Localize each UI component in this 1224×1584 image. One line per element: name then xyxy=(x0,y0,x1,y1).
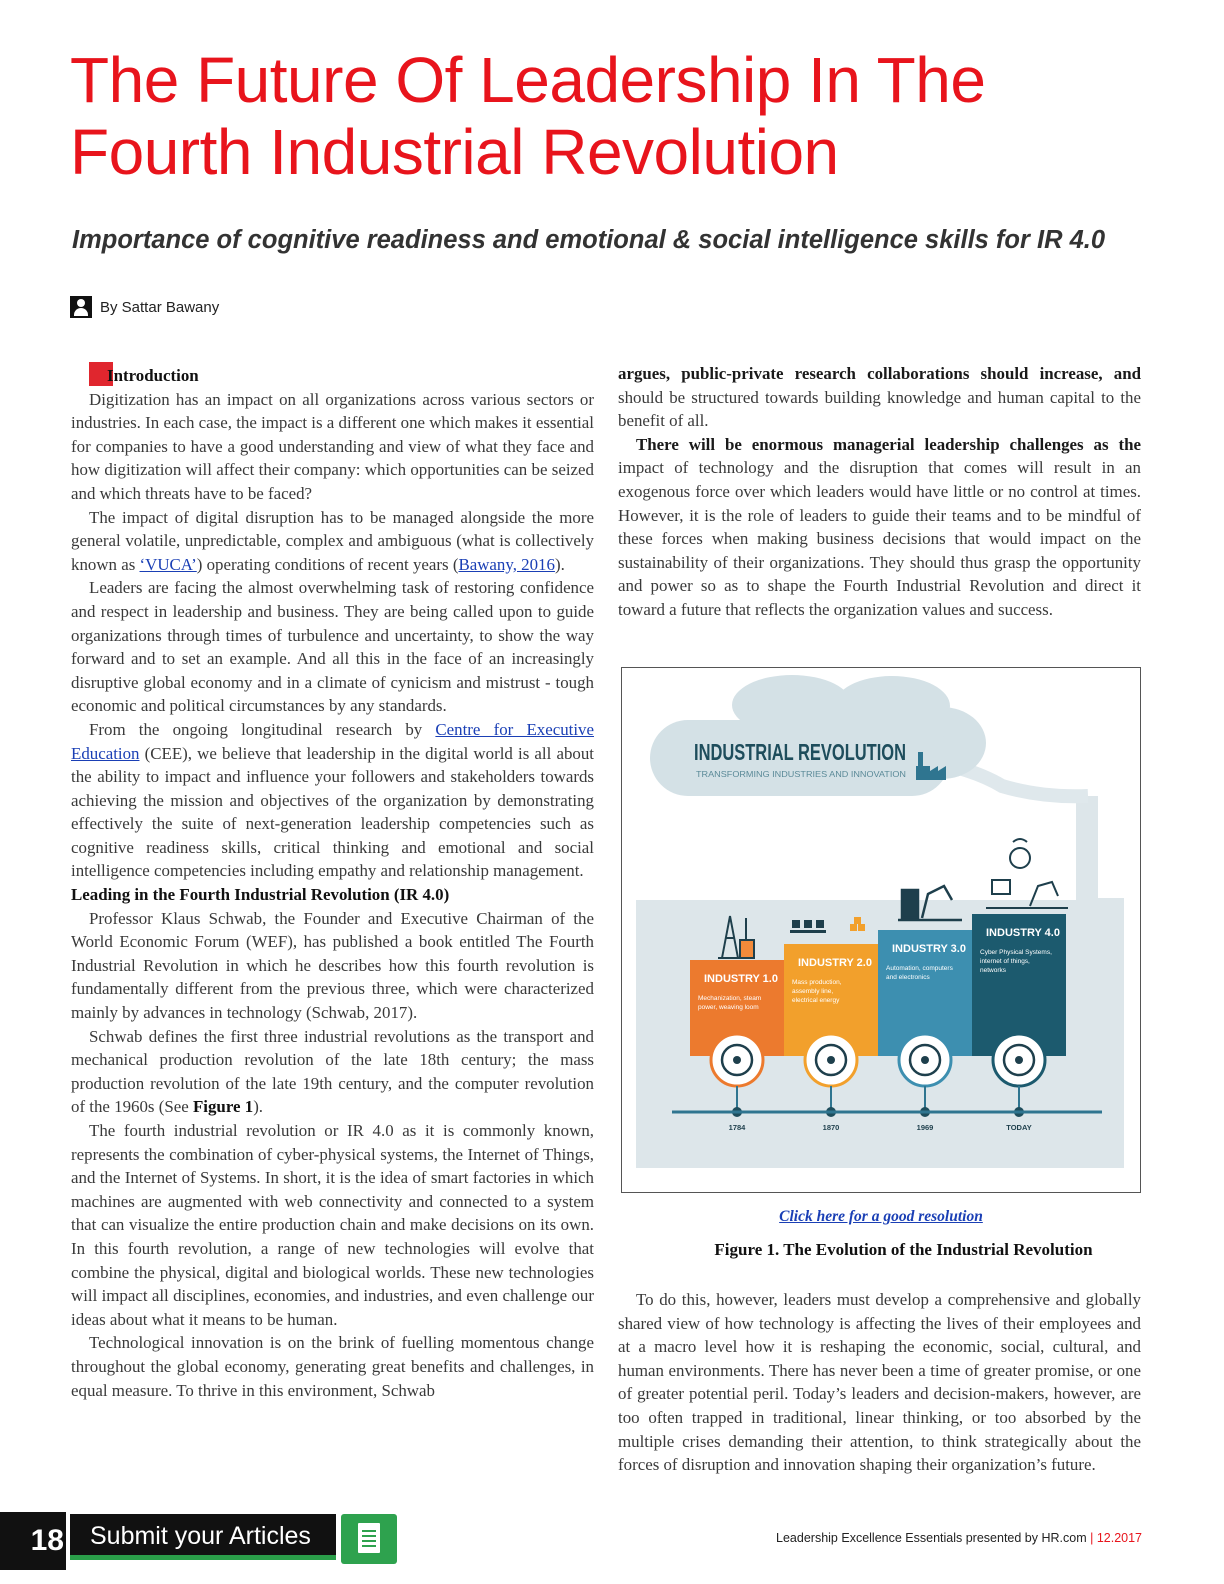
publication-credit: Leadership Excellence Essentials presented by HR.com | 12.2017 xyxy=(776,1531,1142,1545)
paragraph: There will be enormous managerial leadership challenges as the impact of technology and the disruption that comes will result in an exogenous force over which leaders would have little or no control at times. However, it is the role of leaders to guide their teams and to be mindful of these forces when making business decisions that would impact on the sustainability of their organizations. They should thus grasp the opportunity and power so as to shape the Fourth Industrial Revolution and direct it toward a future that reflects the organization values and success. xyxy=(618,434,1141,619)
infographic-title: INDUSTRIAL REVOLUTION xyxy=(694,739,906,765)
stage-label: INDUSTRY 2.0 xyxy=(798,957,872,969)
paragraph: Schwab defines the first three industrial revolutions as the transport and mechanical production revolution of the late 18th century; the mass production revolution of the late 19th century, and the computer revolution of the 1960s (See Figure 1). xyxy=(71,1026,594,1117)
stage-label: INDUSTRY 4.0 xyxy=(986,927,1060,939)
stage-description: electrical energy xyxy=(792,997,840,1004)
vuca-link[interactable]: ‘VUCA’ xyxy=(139,554,197,574)
good-resolution-link[interactable]: Click here for a good resolution xyxy=(779,1208,983,1225)
paragraph: Digitization has an impact on all organizations across various sectors or industries. In each case, the impact is a different one which makes it essential for companies to have a good understanding and view of what they face and how digitization will affect their company: which opportunities can be seized and which threats have to be faced? xyxy=(71,389,594,503)
byline xyxy=(70,294,219,320)
bawany-citation-link[interactable]: Bawany, 2016 xyxy=(458,554,555,574)
stage-description: internet of things, xyxy=(980,958,1030,965)
stage-description: Mass production, xyxy=(792,979,842,986)
submit-articles-button[interactable]: Submit your Articles xyxy=(70,1514,336,1560)
stage-label: INDUSTRY 3.0 xyxy=(892,943,966,955)
issue-date: 12.2017 xyxy=(1096,1531,1142,1545)
intro-heading: Introduction xyxy=(89,362,594,388)
stage-label: INDUSTRY 1.0 xyxy=(704,973,778,985)
paragraph: Professor Klaus Schwab, the Founder and Executive Chairman of the World Economic Forum (WEF), has published a book entitled The Fourth Industrial Revolution in which he describes how this fourth revolution is fundamentally different from the previous three, which were characterized mainly by advances in technology (Schwab, 2017). xyxy=(71,908,594,1023)
right-column-bottom xyxy=(618,1288,1141,1477)
figure-resolution-link-wrap xyxy=(621,1208,1141,1226)
industrial-revolution-infographic xyxy=(622,668,1140,1192)
paragraph: To do this, however, leaders must develop a comprehensive and globally shared view of how technology is affecting the lives of their employees and at a macro level how it is reshaping the economic, social, cultural, and human environments. There has never been a time of greater promise, or one of greater potential peril. Today’s leaders and decision-makers, however, are too often trapped in traditional, linear thinking, or too absorbed by the multiple crises demanding their attention, to think strategically about the forces of disruption and innovation shaping their organization’s future. xyxy=(618,1290,1141,1475)
stage-year: TODAY xyxy=(1006,1123,1032,1132)
stage-description: power, weaving loom xyxy=(698,1004,759,1011)
stage-description: Mechanization, steam xyxy=(698,995,762,1002)
author-name: By Sattar Bawany xyxy=(100,298,220,316)
article-title: The Future Of Leadership In The Fourth Industrial Revolution xyxy=(70,44,986,188)
figure-1 xyxy=(621,667,1141,1193)
paragraph: Leaders are facing the almost overwhelming task of restoring confidence and respect in leadership and business. They are being called upon to guide organizations through times of turbulence and uncertainty, to show the way forward and to set an example. And all this in the face of an increasingly disruptive global economy and in a climate of cynicism and mistrust - tough economic and political circumstances by any standards. xyxy=(71,578,594,716)
infographic-subtitle: TRANSFORMING INDUSTRIES AND INNOVATION xyxy=(696,769,906,779)
stage-description: networks xyxy=(980,967,1007,974)
stage-description: and electronics xyxy=(886,974,930,981)
paragraph: The impact of digital disruption has to be managed alongside the more general volatile, unpredictable, complex and ambiguous (what is collectively known as ‘VUCA’) operating conditions of recent years (Bawany, 2016). xyxy=(71,507,594,574)
paragraph: Technological innovation is on the brink of fuelling momentous change throughout the global economy, generating great benefits and challenges, in equal measure. To thrive in this environment, Schwab xyxy=(71,1333,594,1400)
stage-year: 1784 xyxy=(728,1123,746,1132)
stage-description: assembly line, xyxy=(792,988,834,995)
paragraph: argues, public-private research collaborations should increase, and should be structured towards building knowledge and human capital to the benefit of all. xyxy=(618,364,1141,431)
author-icon xyxy=(70,296,92,318)
right-column-top xyxy=(618,362,1141,622)
stage-description: Cyber Physical Systems, xyxy=(980,949,1052,956)
cee-link[interactable]: Centre for Executive Education xyxy=(71,719,594,763)
figure-caption: Figure 1. The Evolution of the Industrial Revolution xyxy=(714,1240,1093,1259)
paragraph: The fourth industrial revolution or IR 4.0 as it is commonly known, represents the combination of cyber-physical systems, the Internet of Things, and the Internet of Systems. In short, it is the idea of smart factories in which machines are augmented with web connectivity and connected to a system that can visualize the entire production chain and make decisions on its own. In this fourth revolution, a range of new technologies will evolve that combine the physical, digital and biological worlds. These new technologies will impact all disciplines, economies, and industries, and even challenge our ideas about what it means to be human. xyxy=(71,1121,594,1329)
stage-year: 1969 xyxy=(916,1123,934,1132)
article-subtitle: Importance of cognitive readiness and emotional & social intelligence skills for IR 4.0 xyxy=(72,226,1106,254)
ir4-heading: Leading in the Fourth Industrial Revolution (IR 4.0) xyxy=(71,885,450,905)
stage-year: 1870 xyxy=(822,1123,840,1132)
page-number: 18 xyxy=(0,1512,66,1570)
left-column xyxy=(71,362,594,1402)
paragraph: From the ongoing longitudinal research by Centre for Executive Education (CEE), we believe that leadership in the digital world is all about the ability to impact and influence your followers and stakeholders towards achieving the mission and objectives of the organization by demonstrating effectively the suite of next-generation leadership competencies such as cognitive readiness skills, critical thinking and emotional and social intelligence competencies including empathy and relationship management. xyxy=(71,719,594,881)
document-icon[interactable] xyxy=(341,1514,397,1564)
stage-description: Automation, computers xyxy=(886,965,953,972)
